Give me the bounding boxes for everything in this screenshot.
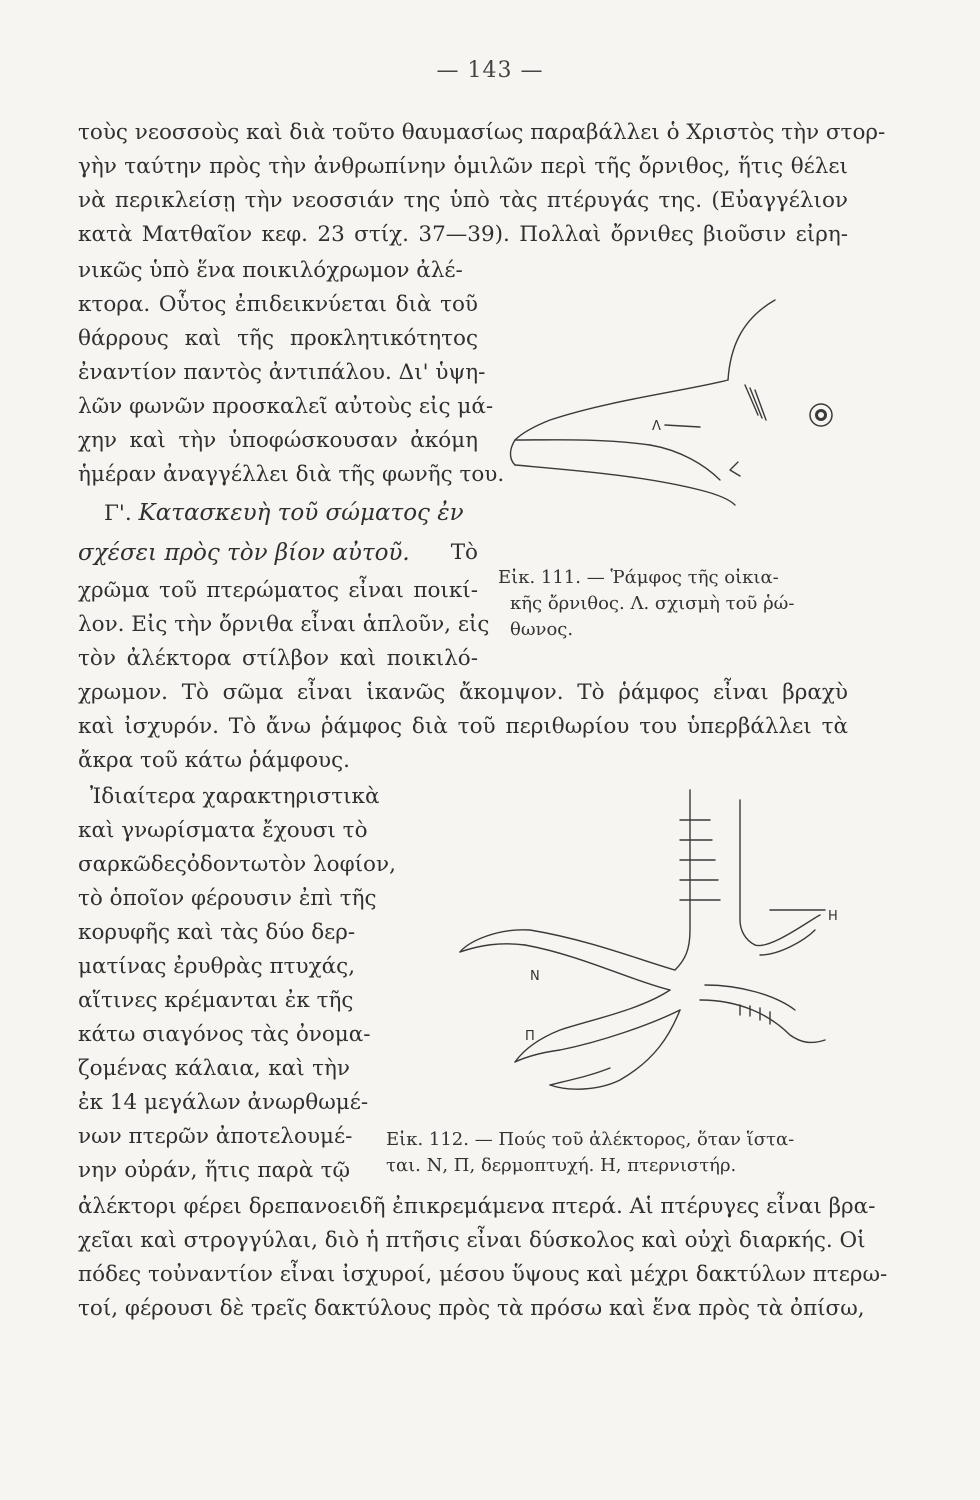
text-line: κορυφῆς καὶ τὰς δύο δερ- xyxy=(78,920,356,945)
section-heading xyxy=(104,498,464,529)
text-line: χεῖαι καὶ στρογγύλαι, διὸ ἡ πτῆσις εἶναι δύσκολος καὶ οὐχὶ διαρκής. Οἱ xyxy=(78,1228,866,1253)
text-line: τοὺς νεοσσοὺς καὶ διὰ τοῦτο θαυμασίως παραβάλλει ὁ Χριστὸς τὴν στορ- xyxy=(78,120,886,145)
text-line: νὰ περικλείσῃ τὴν νεοσσιάν της ὑπὸ τὰς πτέρυγάς της. (Εὐαγγέλιον xyxy=(78,188,848,213)
text-line: πόδες τοὐναντίον εἶναι ἰσχυροί, μέσου ὕψους καὶ μέχρι δακτύλων πτερω- xyxy=(78,1262,888,1287)
text-line: τοί, φέρουσι δὲ τρεῖς δακτύλους πρὸς τὰ πρόσω καὶ ἕνα πρὸς τὰ ὀπίσω, xyxy=(78,1296,865,1321)
figure-112-label-N: Ν xyxy=(530,969,540,984)
figure-112-caption-line: ται. Ν, Π, δερμοπτυχή. Η, πτερνιστήρ. xyxy=(386,1155,737,1176)
section-title: σχέσει πρὸς τὸν βίον αὐτοῦ. xyxy=(78,540,410,566)
figure-112-label-P: Π xyxy=(525,1029,535,1044)
text-line: σαρκῶδεςὀδοντωτὸν λοφίον, xyxy=(78,852,396,877)
text-line: αἵτινες κρέμανται ἐκ τῆς xyxy=(78,988,354,1013)
text-line: ἐκ 14 μεγάλων ἀνωρθωμέ- xyxy=(78,1090,369,1115)
figure-112-foot-illustration xyxy=(440,780,860,1110)
figure-112-caption-line: Εἰκ. 112. — Πούς τοῦ ἀλέκτορος, ὅταν ἵστα- xyxy=(386,1129,795,1150)
text-line: ἀλέκτορι φέρει δρεπανοειδῆ ἐπικρεμάμενα πτερά. Αἱ πτέρυγες εἶναι βρα- xyxy=(78,1194,876,1219)
text-line: τὸ ὁποῖον φέρουσιν ἐπὶ τῆς xyxy=(78,886,377,911)
text-line: ἐναντίον παντὸς ἀντιπάλου. Δι' ὑψη- xyxy=(78,360,486,385)
text-line: Τὸ xyxy=(450,540,478,565)
text-line: κτορα. Οὗτος ἐπιδεικνύεται διὰ τοῦ xyxy=(78,292,478,317)
section-title: Κατασκευὴ τοῦ σώματος ἐν xyxy=(138,500,464,526)
text-line: τὸν ἀλέκτορα στίλβον καὶ ποικιλό- xyxy=(78,646,478,671)
section-numeral: Γ'. xyxy=(104,501,132,526)
figure-111-caption-line: Εἰκ. 111. — Ῥάμφος τῆς οἰκια- xyxy=(498,567,779,588)
text-line: ἄκρα τοῦ κάτω ῥάμφους. xyxy=(78,748,350,773)
text-line: λον. Εἰς τὴν ὄρνιθα εἶναι ἁπλοῦν, εἰς xyxy=(78,612,490,637)
text-line: γὴν ταύτην πρὸς τὴν ἀνθρωπίνην ὁμιλῶν περὶ τῆς ὄρνιθος, ἥτις θέλει xyxy=(78,154,848,179)
text-line: ζομένας κάλαια, καὶ τὴν xyxy=(78,1056,350,1081)
text-line: νων πτερῶν ἀποτελουμέ- xyxy=(78,1124,353,1149)
text-line: κάτω σιαγόνος τὰς ὀνομα- xyxy=(78,1022,371,1047)
text-line: χην καὶ τὴν ὑποφώσκουσαν ἀκόμη xyxy=(78,428,478,453)
figure-111-caption-line: κῆς ὄρνιθος. Λ. σχισμὴ τοῦ ῥώ- xyxy=(510,593,795,614)
text-line: νην οὐράν, ἥτις παρὰ τῷ xyxy=(78,1158,350,1183)
text-line: ματίνας ἐρυθρὰς πτυχάς, xyxy=(78,954,356,979)
text-line: κατὰ Ματθαῖον κεφ. 23 στίχ. 37—39). Πολλαὶ ὄρνιθες βιοῦσιν εἰρη- xyxy=(78,222,848,247)
page-number: — 143 — xyxy=(436,58,544,83)
text-line: χρωμον. Τὸ σῶμα εἶναι ἱκανῶς ἄκομψον. Τὸ ῥάμφος εἶναι βραχὺ xyxy=(78,680,848,705)
figure-111-beak-illustration xyxy=(490,290,870,510)
text-line: Ἰδιαίτερα χαρακτηριστικὰ xyxy=(90,784,380,809)
figure-111-label-lambda: Λ xyxy=(652,419,661,434)
text-line: ἡμέραν ἀναγγέλλει διὰ τῆς φωνῆς του. xyxy=(78,462,505,487)
text-line: καὶ ἰσχυρόν. Τὸ ἄνω ῥάμφος διὰ τοῦ περιθωρίου του ὑπερβάλλει τὰ xyxy=(78,714,848,739)
text-line: θάρρους καὶ τῆς προκλητικότητος xyxy=(78,326,478,351)
text-line: λῶν φωνῶν προσκαλεῖ αὐτοὺς εἰς μά- xyxy=(78,394,494,419)
text-line: νικῶς ὑπὸ ἕνα ποικιλόχρωμον ἀλέ- xyxy=(78,258,463,283)
section-heading-line-2 xyxy=(78,538,478,569)
text-line: καὶ γνωρίσματα ἔχουσι τὸ xyxy=(78,818,368,843)
figure-111-caption-line: θωνος. xyxy=(510,619,574,640)
text-line: χρῶμα τοῦ πτερώματος εἶναι ποικί- xyxy=(78,578,478,603)
figure-112-label-H: Η xyxy=(828,909,838,924)
